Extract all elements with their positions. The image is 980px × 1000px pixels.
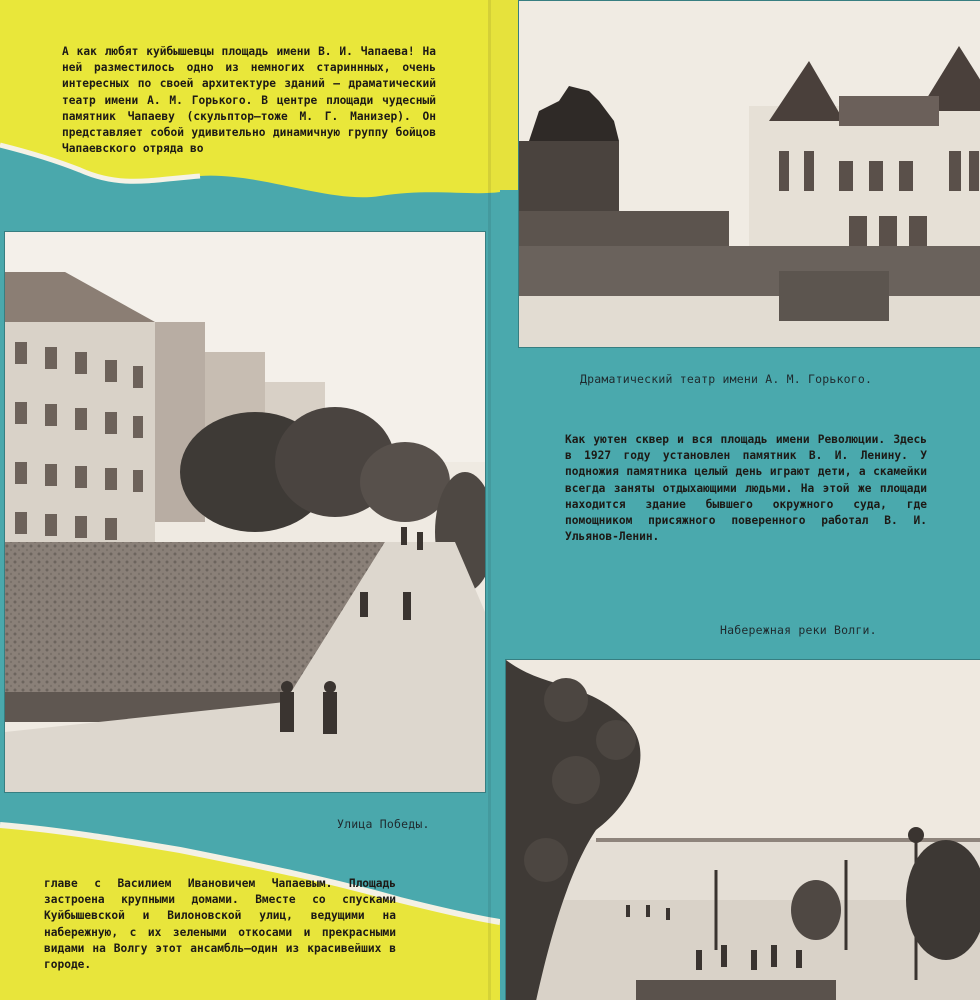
caption-street: Улица Победы.: [337, 817, 430, 831]
revolution-square-paragraph: Как уютен сквер и вся площадь имени Революции. Здесь в 1927 году установлен памятник В. И. Ленину. У подножия памятника целый день играют дети, а скамейки всегда заняты отдыхающими людьми. На этой же площади находится здание бывшего окружного суда, где помощником присяжного поверенного работал В. И. Ульянов-Ленин.: [565, 433, 927, 544]
caption-embankment: Набережная реки Волги.: [720, 623, 877, 637]
intro-paragraph: А как любят куйбышевцы площадь имени В. И. Чапаева! На ней разместилось одно из немногих стариннных, очень интересных по своей архитектуре зданий — драматический театр имени А. М. Горького. В центре площади чудесный памятник Чапаеву (скульптор—тоже М. Г. Манизер). Он представляет собой удивительно динамичную группу бойцов Чапаевского отряда во: [62, 45, 436, 156]
theatre-photo: [518, 0, 980, 348]
closing-paragraph: главе с Василием Ивановичем Чапаевым. Площадь застроена крупными домами. Вместе со спусками Куйбышевской и Вилоновской улиц, ведущими на набережную, с их зелеными откосами и прекрасными видами на Волгу этот ансамбль—один из красивейших в городе.: [44, 877, 396, 972]
fold-line: [488, 0, 491, 1000]
caption-theatre: Драматический театр имени А. М. Горького.: [580, 372, 873, 386]
yellow-fold-strip: [488, 0, 518, 190]
embankment-photo: [505, 659, 980, 1000]
street-photo: [4, 231, 486, 793]
